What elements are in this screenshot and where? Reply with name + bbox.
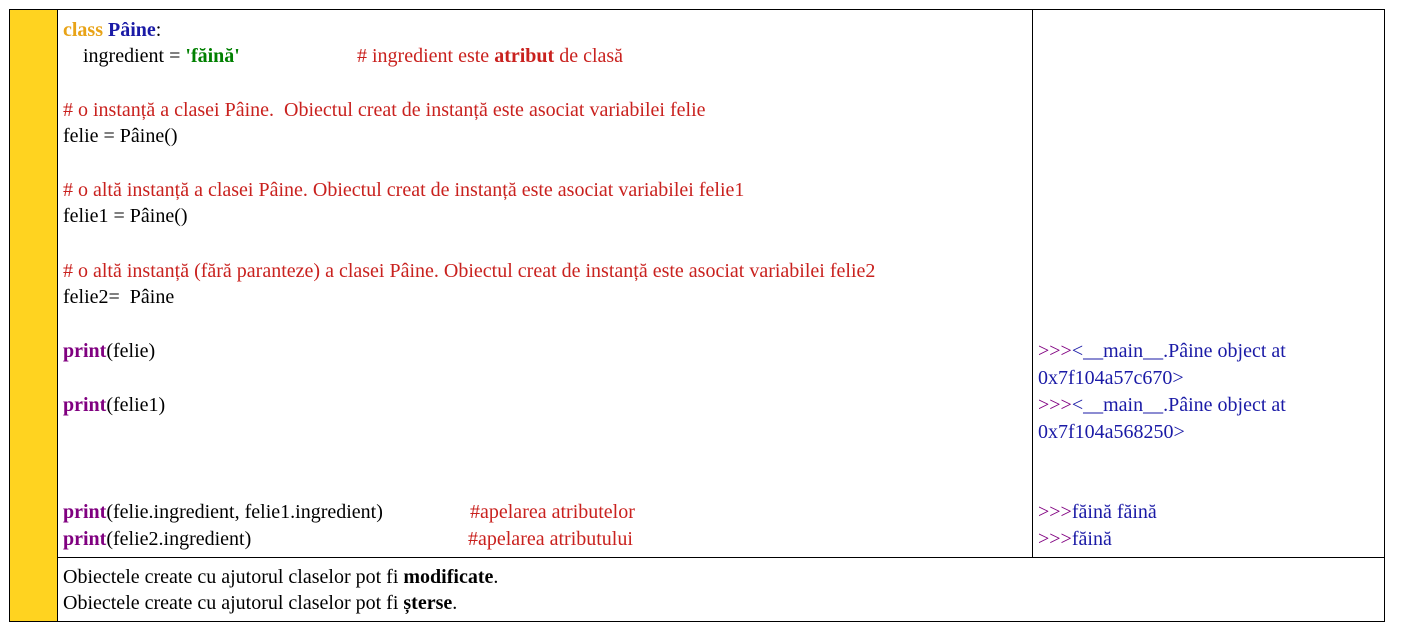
class-colon: : [155,19,162,41]
attribute-comment-c: de clasă [554,45,624,67]
attribute-line [63,43,240,69]
attribute-assignment: ingredient = [63,45,186,67]
output-prompt: >>> [1038,340,1072,362]
print-keyword: print [63,394,107,416]
yellow-column-divider [57,10,58,621]
notes-row-divider [57,557,1385,558]
code-felie1: felie1 = Pâine() [63,205,188,227]
output-felie-address: 0x7f104a57c670> [1038,367,1184,389]
note-text: Obiectele create cu ajutorul claselor pot fi [63,592,404,614]
yellow-side-bar [10,10,57,621]
output-text: <__main__.Pâine object at [1071,340,1286,362]
attribute-comment [357,43,623,69]
print-args: (felie) [106,340,156,362]
print-keyword: print [63,501,107,523]
output-prompt: >>> [1038,501,1072,523]
print-keyword: print [63,528,107,550]
output-text: făină [1071,528,1112,550]
output-ingredients [1038,499,1157,525]
print-keyword: print [63,340,107,362]
print-ingredient2-line [63,526,251,552]
string-value: făină [190,45,235,67]
print-felie-line [63,338,155,364]
note-end: . [452,592,458,614]
note-modified [63,564,498,590]
output-felie1 [1038,392,1286,418]
print-felie1-line [63,392,165,418]
print-ingredients-comment: #apelarea atributelor [470,501,635,523]
class-keyword: class [63,19,103,41]
note-end: . [493,566,499,588]
output-felie [1038,338,1286,364]
comment-instance-felie: # o instanță a clasei Pâine. Obiectul creat de instanță este asociat variabilei felie [63,99,706,121]
output-prompt: >>> [1038,528,1072,550]
print-args: (felie.ingredient, felie1.ingredient) [106,501,383,523]
class-name: Pâine [108,19,156,41]
attribute-comment-bold: atribut [494,45,555,67]
note-deleted [63,590,457,616]
code-felie: felie = Pâine() [63,125,178,147]
note-bold: șterse [403,592,453,614]
output-prompt: >>> [1038,394,1072,416]
comment-instance-felie1: # o altă instanță a clasei Pâine. Obiectul creat de instanță este asociat variabilei felie1 [63,179,745,201]
string-quote-close: ' [234,45,240,67]
code-felie2: felie2= Pâine [63,286,175,308]
output-text: făină făină [1071,501,1157,523]
attribute-comment-a: # ingredient este [357,45,495,67]
print-ingredient2-comment: #apelarea atributului [468,528,633,550]
string-quote-open: ' [185,45,191,67]
note-text: Obiectele create cu ajutorul claselor pot fi [63,566,404,588]
output-felie1-address: 0x7f104a568250> [1038,421,1185,443]
output-text: <__main__.Pâine object at [1071,394,1286,416]
class-definition-line [63,17,161,43]
output-column-divider [1032,10,1033,558]
print-ingredients-line [63,499,383,525]
note-bold: modificate [403,566,494,588]
print-args: (felie1) [106,394,166,416]
print-args: (felie2.ingredient) [106,528,252,550]
comment-instance-felie2: # o altă instanță (fără paranteze) a clasei Pâine. Obiectul creat de instanță este asociat variabilei felie2 [63,260,876,282]
output-ingredient2 [1038,526,1112,552]
